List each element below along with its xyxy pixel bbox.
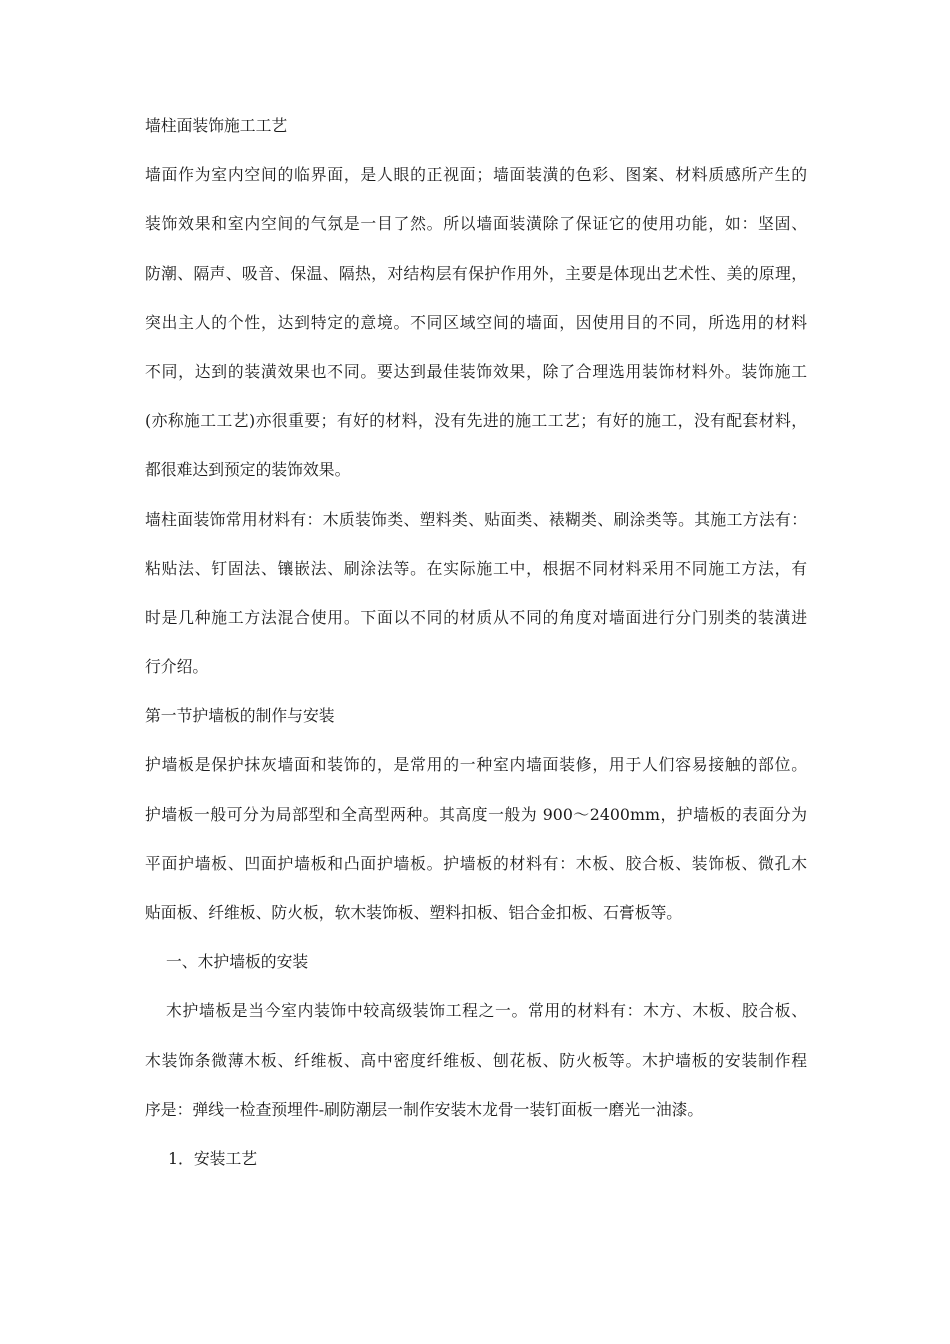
materials-paragraph (145, 504, 807, 701)
paragraph-line: 防潮、隔声、吸音、保温、隔热，对结构层有保护作用外，主要是体现出艺术性、美的原理， (145, 263, 807, 283)
subsection-paragraph (145, 995, 807, 1143)
paragraph-line: 护墙板是保护抹灰墙面和装饰的，是常用的一种室内墙面装修，用于人们容易接触的部位。 (145, 755, 807, 775)
paragraph-line: 木装饰条微薄木板、纤维板、高中密度纤维板、刨花板、防火板等。木护墙板的安装制作程 (145, 1050, 807, 1070)
paragraph-line: 序是：弹线一检查预埋件-刷防潮层一制作安装木龙骨一装钉面板一磨光一油漆。 (145, 1099, 704, 1119)
document-body (145, 110, 807, 1192)
item-heading: 1．安装工艺 (168, 1148, 258, 1168)
paragraph-line: 墙柱面装饰常用材料有：木质装饰类、塑料类、贴面类、裱糊类、刷涂类等。其施工方法有： (145, 509, 807, 529)
paragraph-line: 行介绍。 (145, 657, 209, 677)
paragraph-line: 平面护墙板、凹面护墙板和凸面护墙板。护墙板的材料有：木板、胶合板、装饰板、微孔木 (145, 853, 807, 873)
paragraph-line: 贴面板、纤维板、防火板，软木装饰板、塑料扣板、铝合金扣板、石膏板等。 (145, 903, 683, 922)
paragraph-line: 突出主人的个性，达到特定的意境。不同区域空间的墙面，因使用目的不同，所选用的材料 (145, 312, 807, 332)
paragraph-line: 墙面作为室内空间的临界面，是人眼的正视面；墙面装潢的色彩、图案、材料质感所产生的 (145, 165, 807, 185)
section-paragraph (145, 749, 807, 946)
paragraph-line: 时是几种施工方法混合使用。下面以不同的材质从不同的角度对墙面进行分门别类的装潢进 (145, 607, 807, 627)
paragraph-line: 不同，达到的装潢效果也不同。要达到最佳装饰效果，除了合理选用装饰材料外。装饰施工 (145, 361, 807, 381)
paragraph-line: 木护墙板是当今室内装饰中较高级装饰工程之一。常用的材料有：木方、木板、胶合板、 (166, 1001, 807, 1021)
paragraph-line: 护墙板一般可分为局部型和全高型两种。其高度一般为 900～2400mm，护墙板的表面分为 (145, 804, 807, 824)
intro-paragraph (145, 159, 807, 503)
subsection-heading: 一、木护墙板的安装 (166, 952, 309, 972)
paragraph-line: (亦称施工工艺)亦很重要；有好的材料，没有先进的施工工艺；有好的施工，没有配套材料， (145, 411, 807, 431)
document-title: 墙柱面装饰施工工艺 (145, 116, 288, 135)
paragraph-line: 装饰效果和室内空间的气氛是一目了然。所以墙面装潢除了保证它的使用功能，如：坚固、 (145, 214, 807, 234)
paragraph-line: 都很难达到预定的装饰效果。 (145, 460, 351, 480)
section-heading: 第一节护墙板的制作与安装 (145, 706, 335, 726)
paragraph-line: 粘贴法、钉固法、镶嵌法、刷涂法等。在实际施工中，根据不同材料采用不同施工方法，有 (145, 558, 807, 578)
